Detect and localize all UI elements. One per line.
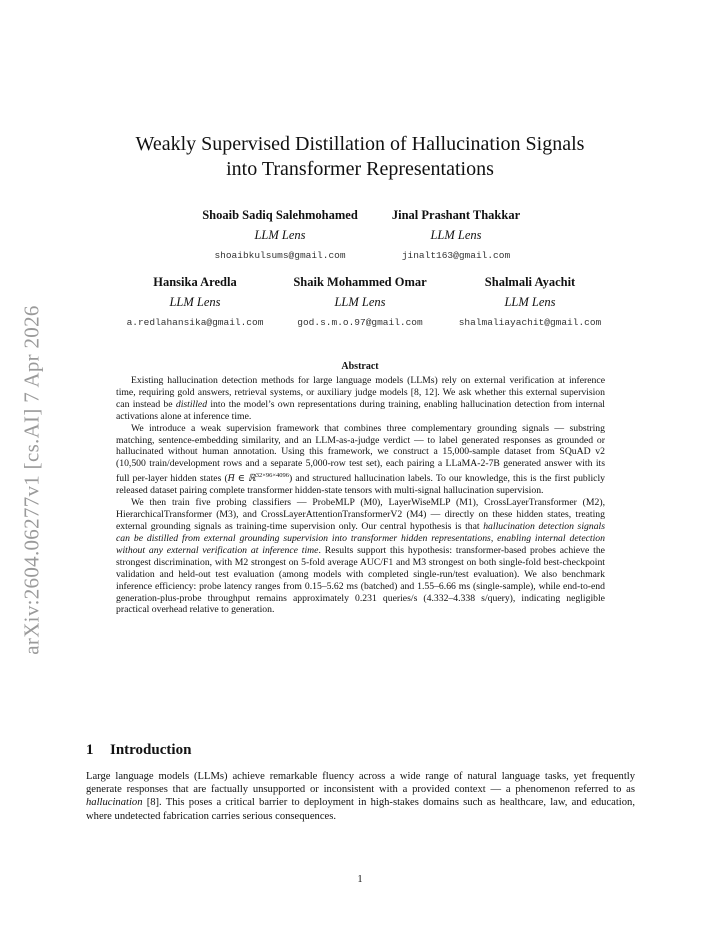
author-email[interactable]: jinalt163@gmail.com	[401, 250, 511, 261]
author-affiliation: LLM Lens	[254, 228, 306, 242]
author-name: Hansika Aredla	[153, 275, 237, 289]
author-affiliation: LLM Lens	[430, 228, 482, 242]
author-affiliation: LLM Lens	[334, 295, 386, 309]
author-affiliation: LLM Lens	[169, 295, 221, 309]
author-block-5	[440, 274, 620, 329]
author-block-2	[366, 207, 546, 262]
section-heading	[86, 742, 191, 759]
author-block-4	[270, 274, 450, 329]
author-email[interactable]: shalmaliayachit@gmail.com	[458, 317, 602, 328]
author-affiliation: LLM Lens	[504, 295, 556, 309]
author-name: Shalmali Ayachit	[484, 275, 576, 289]
abstract-paragraph-2: We introduce a weak supervision framework that combines three complementary grounding signals — substring matching, sentence-embedding similarity, and an LLM-as-a-judge verdict — to label generated responses as grounded or hallucinated without human annotation. Using this framework, we construct a 15,000-sample dataset from SQuAD v2 (10,500 train/development rows and a separate 5,000-row test set), each pairing a LLaMA-2-7B generated answer with its full per-layer hidden states (H̄ ∈ ℝ$^{32\times 96\times 4096}$) and structured hallucination labels. To our knowledge, this is the first publicly released dataset pairing complete transformer hidden-state tensors with multi-signal hallucination supervision.	[116, 422, 605, 497]
intro-paragraph: Large language models (LLMs) achieve remarkable fluency across a wide range of natural language tasks, yet frequently generate responses that are factually unsupported or inconsistent with a provided context — a phenomenon referred to as hallucination [8]. This poses a critical barrier to deployment in high-stakes domains such as healthcare, law, and education, where undetected fabrication carries serious consequences.	[86, 771, 635, 822]
abstract-body	[116, 375, 605, 616]
author-email[interactable]: shoaibkulsums@gmail.com	[214, 250, 346, 261]
author-block-3	[100, 274, 290, 329]
page-number: 1	[357, 874, 363, 885]
author-email[interactable]: god.s.m.o.97@gmail.com	[297, 317, 423, 328]
title-line-1: Weakly Supervised Distillation of Hallucination Signals	[135, 133, 585, 155]
section-title: Introduction	[110, 742, 192, 758]
arxiv-stamp	[12, 270, 52, 690]
author-email[interactable]: a.redlahansika@gmail.com	[126, 317, 264, 328]
paper-title	[0, 132, 720, 182]
section-number: 1	[86, 742, 94, 758]
arxiv-stamp-text: arXiv:2604.06277v1 [cs.AI] 7 Apr 2026	[19, 305, 44, 655]
author-block-1	[180, 207, 380, 262]
math-superscript: 32×96×4096	[255, 472, 290, 480]
author-name: Shoaib Sadiq Salehmohamed	[202, 208, 358, 222]
author-name: Jinal Prashant Thakkar	[391, 208, 521, 222]
title-line-2: into Transformer Representations	[226, 158, 494, 180]
abstract-paragraph-3: We then train five probing classifiers — ProbeMLP (M0), LayerWiseMLP (M1), CrossLayerTransformer (M2), HierarchicalTransformer (M3), and CrossLayerAttentionTransformerV2 (M4) — directly on these hidden states, treating external grounding signals as training-time supervision only. Our central hypothesis is that hallucination detection signals can be distilled from external grounding supervision into transformer hidden representations, enabling internal detection without any external verification at inference time. Results support this hypothesis: transformer-based probes achieve the strongest discrimination, with M2 strongest on 5-fold average AUC/F1 and M3 strongest on both single-fold best-checkpoint validation and held-out test evaluation (among models with completed single-run/test evaluation). We also benchmark inference efficiency: probe latency ranges from 0.15–5.62 ms (batched) and 1.55–6.66 ms (single-sample), while end-to-end generation-plus-probe throughput remains approximately 0.231 queries/s (4.332–4.338 s/query), indicating negligible practical overhead relative to generation.	[116, 497, 606, 616]
author-name: Shaik Mohammed Omar	[293, 275, 427, 289]
abstract-paragraph-1: Existing hallucination detection methods for large language models (LLMs) rely on external verification at inference time, requiring gold answers, retrieval systems, or auxiliary judge models [8, 12]. We ask whether this external supervision can instead be distilled into the model’s own representations during training, enabling hallucination detection from internal activations alone at inference time.	[116, 375, 605, 422]
math-expression: H̄ ∈ ℝ	[227, 473, 256, 485]
abstract-heading: Abstract	[341, 361, 379, 372]
